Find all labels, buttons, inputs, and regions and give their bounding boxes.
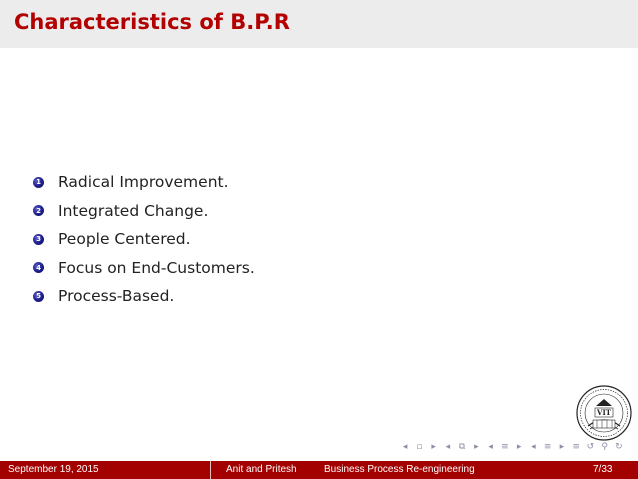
align-icon[interactable]: ≡ bbox=[501, 442, 509, 452]
list-item-text: People Centered. bbox=[58, 230, 191, 249]
nav-left-arrow-icon[interactable]: ◂ bbox=[531, 442, 536, 452]
characteristics-list bbox=[33, 168, 255, 311]
list-item-text: Integrated Change. bbox=[58, 201, 209, 220]
redo-icon[interactable]: ↻ bbox=[615, 442, 623, 452]
seal-text: VIT bbox=[597, 408, 611, 417]
align-icon[interactable]: ≡ bbox=[572, 442, 580, 452]
subsection-icon[interactable]: ⧉ bbox=[458, 442, 466, 452]
list-item-text: Radical Improvement. bbox=[58, 173, 229, 192]
footer-presentation-title: Business Process Re-engineering bbox=[324, 464, 475, 475]
slide-title: Characteristics of B.P.R bbox=[14, 10, 290, 34]
align-icon[interactable]: ≡ bbox=[543, 442, 552, 452]
bullet-number: 2 bbox=[33, 205, 44, 216]
list-item bbox=[33, 225, 255, 254]
footer-divider bbox=[210, 461, 211, 479]
bullet-number: 4 bbox=[33, 262, 44, 273]
undo-icon[interactable]: ↺ bbox=[586, 442, 595, 452]
footer-bar bbox=[0, 461, 638, 479]
list-item bbox=[33, 254, 255, 283]
list-item bbox=[33, 197, 255, 226]
bullet-number: 5 bbox=[33, 291, 44, 302]
list-item bbox=[33, 168, 255, 197]
footer-page-number: 7/33 bbox=[593, 464, 613, 475]
bullet-number: 1 bbox=[33, 177, 44, 188]
list-item bbox=[33, 282, 255, 311]
frame-icon[interactable]: ▫ bbox=[416, 442, 423, 452]
nav-right-arrow-icon[interactable]: ▸ bbox=[516, 442, 522, 452]
nav-right-arrow-icon[interactable]: ▸ bbox=[559, 442, 565, 452]
nav-right-arrow-icon[interactable]: ▸ bbox=[431, 442, 436, 452]
nav-left-arrow-icon[interactable]: ◂ bbox=[402, 442, 408, 452]
list-item-text: Focus on End-Customers. bbox=[58, 258, 255, 277]
navigation-bar bbox=[400, 440, 624, 454]
list-item-text: Process-Based. bbox=[58, 287, 175, 306]
university-seal-icon bbox=[575, 384, 633, 442]
search-icon[interactable]: ⚲ bbox=[601, 442, 608, 452]
footer-date: September 19, 2015 bbox=[8, 464, 99, 475]
bullet-number: 3 bbox=[33, 234, 44, 245]
title-bar bbox=[0, 0, 638, 48]
section-icon[interactable]: ◂ bbox=[445, 442, 451, 452]
nav-left-arrow-icon[interactable]: ◂ bbox=[488, 442, 493, 452]
nav-right-arrow-icon[interactable]: ▸ bbox=[474, 442, 479, 452]
footer-authors: Anit and Pritesh bbox=[226, 464, 297, 475]
